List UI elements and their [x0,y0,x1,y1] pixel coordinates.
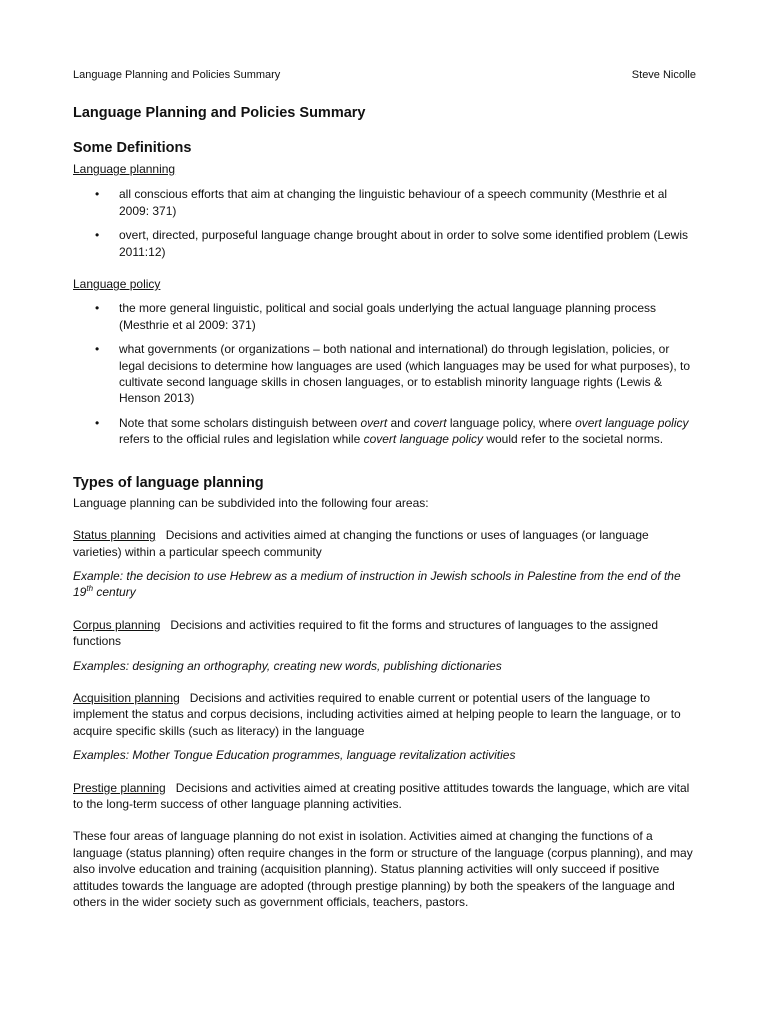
types-heading: Types of language planning [73,474,264,491]
note-term-covert-policy: covert language policy [363,432,483,447]
language-policy-list [73,300,696,447]
status-planning-example [73,568,696,601]
prestige-planning-paragraph [73,780,696,813]
closing-paragraph: These four areas of language planning do not exist in isolation. Activities aimed at changing the functions of a language (status planning) often require changes in the form or structure of the language (corpus planning), and may also involve education and training (acquisition planning). Status planning activities will only succeed if positive attitudes towards the language are adopted (through prestige planning) by both the speakers of the language and others in the wider society such as government officials, teachers, pastors. [73,829,693,909]
acquisition-planning-example: Examples: Mother Tongue Education programmes, language revitalization activities [73,748,516,763]
note-text: Note that some scholars distinguish between [119,415,361,430]
status-planning-desc: Decisions and activities aimed at changing the functions or uses of languages (or language varieties) within a particular speech community [73,528,653,559]
note-text: language policy, where [446,415,576,430]
corpus-planning-paragraph [73,617,696,650]
running-header [73,68,696,82]
header-left-title: Language Planning and Policies Summary [73,69,281,81]
note-term-covert: covert [413,415,447,430]
example-text: Example: the decision to use Hebrew as a medium of instruction in Jewish schools in Palestine from the end of the 19 [73,568,681,600]
list-item: • overt, directed, purposeful language change brought about in order to solve some identified problem (Lewis 2011:12) [73,227,696,260]
note-term-overt: overt [360,415,388,430]
list-item: • all conscious efforts that aim at changing the linguistic behaviour of a speech community (Mesthrie et al 2009: 371) [73,186,696,219]
list-item: • what governments (or organizations – both national and international) do through legislation, policies, or legal decisions to determine how languages are used (which languages may be used for what purposes), to cultivate second language skills in chosen languages, or to establish minority language rights (Lewis & Henson 2013) [73,341,696,407]
note-text: refers to the official rules and legislation while [119,432,364,447]
types-intro: Language planning can be subdivided into the following four areas: [73,495,429,510]
example-text: century [93,585,136,600]
language-planning-list [73,186,696,260]
corpus-planning-term: Corpus planning [73,617,161,632]
language-planning-subheading: Language planning [73,162,176,176]
note-text: and [387,415,414,430]
corpus-planning-desc: Decisions and activities required to fit the forms and structures of languages to the assigned functions [73,617,662,649]
note-term-overt-policy: overt language policy [575,415,689,430]
header-author: Steve Nicolle [631,69,696,81]
document-title: Language Planning and Policies Summary [73,105,366,121]
acquisition-planning-term: Acquisition planning [73,690,180,705]
note-text: would refer to the societal norms. [483,432,664,447]
acquisition-planning-paragraph [73,690,696,739]
status-planning-paragraph [73,527,696,560]
corpus-planning-example: Examples: designing an orthography, creating new words, publishing dictionaries [73,658,502,673]
prestige-planning-desc: Decisions and activities aimed at creating positive attitudes towards the language, which are vital to the long-term success of other language planning activities. [73,780,693,811]
definitions-heading: Some Definitions [73,140,192,156]
language-policy-subheading: Language policy [73,277,161,292]
acquisition-planning-desc: Decisions and activities required to enable current or potential users of the language to implement the status and corpus decisions, including activities aimed at helping people to learn the language, or to acquire specific skills (such as literacy) in the language [73,690,685,738]
list-item-note [73,415,696,448]
example-superscript: th [86,584,94,594]
status-planning-term: Status planning [73,528,156,543]
list-item: • the more general linguistic, political and social goals underlying the actual language planning process (Mesthrie et al 2009: 371) [73,300,696,333]
prestige-planning-term: Prestige planning [73,780,166,795]
